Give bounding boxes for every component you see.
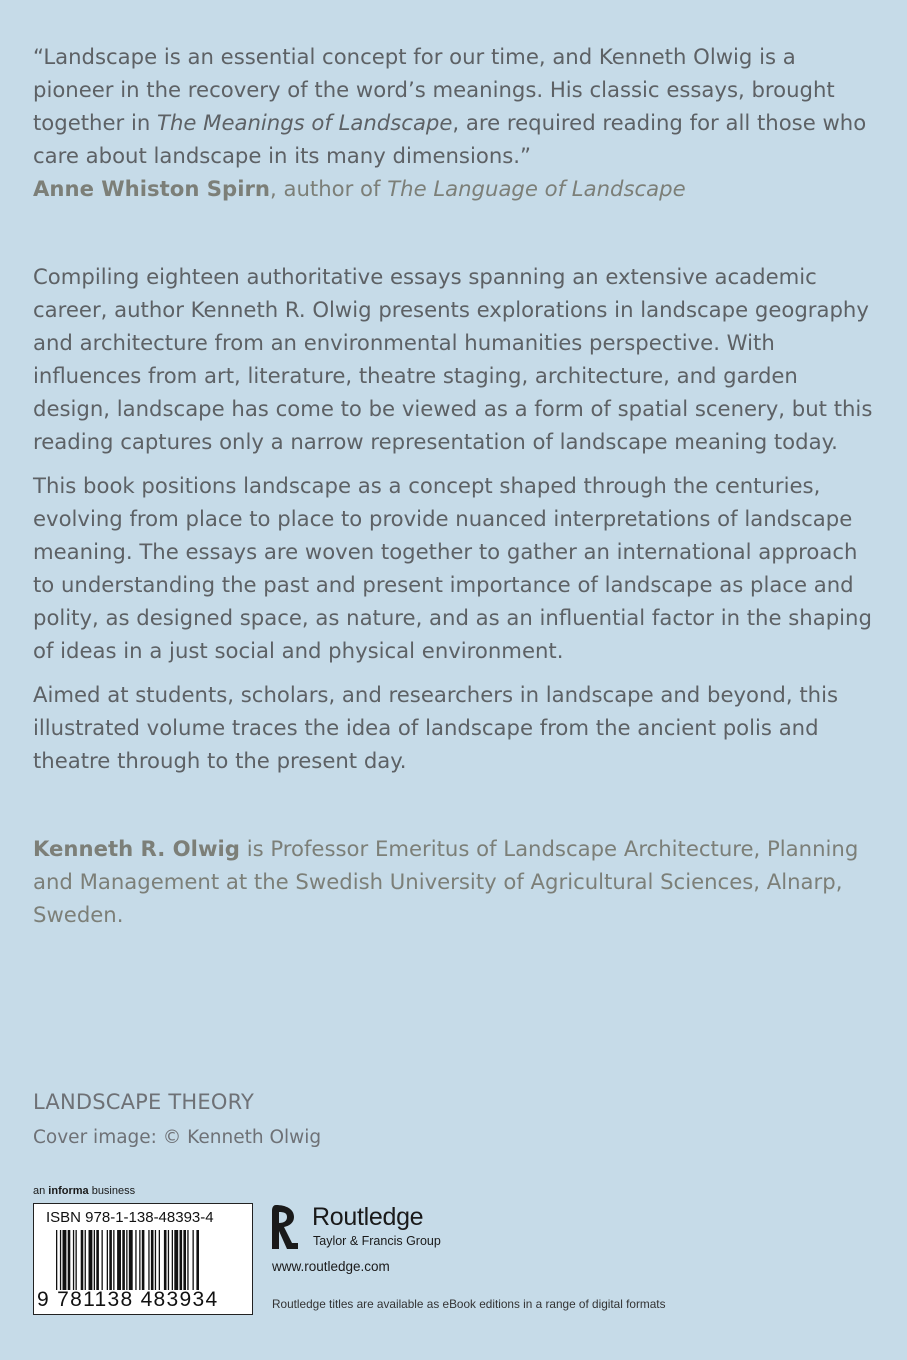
barcode-bar: [113, 1230, 114, 1290]
barcode-bar: [76, 1230, 77, 1290]
series-name: LANDSCAPE THEORY: [33, 1090, 255, 1114]
publisher-group: Taylor & Francis Group: [313, 1234, 441, 1248]
description-paragraph: Aimed at students, scholars, and researchers in landscape and beyond, this illustrated volume traces the idea of landscape from the ancient polis and theatre through to the present day.: [33, 682, 838, 773]
barcode-bar: [109, 1230, 112, 1290]
quote-book-title: The Meanings of Landscape: [157, 110, 453, 135]
barcode-bars: [56, 1230, 246, 1290]
endorser-name: Anne Whiston Spirn: [33, 176, 271, 201]
description-paragraph: This book positions landscape as a concept shaped through the centuries, evolving from place to place to provide nuanced interpretations of landscape meaning. The essays are woven together to gather an international approach to understanding the past and present importance of landscape as place and polity, as designed space, as nature, and as an influential factor in the shaping of ideas in a just social and physical environment.: [33, 473, 872, 663]
publisher-url[interactable]: www.routledge.com: [272, 1259, 390, 1274]
quote-text-start: “Landscape is an essential concept for our time, and Kenneth Olwig is a pioneer in the recovery of the word’s meanings. His classic essays, brought together in: [33, 44, 835, 135]
barcode-bar: [129, 1230, 133, 1290]
author-name: Kenneth R. Olwig: [33, 836, 240, 861]
barcode-bar: [151, 1230, 154, 1290]
barcode-bar: [196, 1230, 199, 1290]
barcode-bar: [102, 1230, 103, 1290]
endorser-line: [33, 172, 873, 205]
quote-text: [33, 40, 873, 172]
book-description: [33, 260, 873, 788]
endorser-book: The Language of Landscape: [387, 176, 686, 201]
barcode-bar: [73, 1230, 74, 1290]
barcode-bar: [135, 1230, 136, 1290]
barcode-bar: [96, 1230, 99, 1290]
barcode-bar: [117, 1230, 121, 1290]
routledge-logo-icon: [270, 1203, 304, 1251]
barcode-bar: [56, 1230, 57, 1290]
barcode-bar: [85, 1230, 86, 1290]
barcode-bar: [187, 1230, 188, 1290]
endorsement-quote: [33, 40, 873, 205]
barcode-digits: 9 781138 483934: [37, 1288, 219, 1311]
author-bio: [33, 832, 873, 931]
barcode-bar: [164, 1230, 167, 1290]
barcode-bar: [174, 1230, 178, 1290]
barcode-bar: [142, 1230, 145, 1290]
barcode-bar: [122, 1230, 125, 1290]
informa-prefix: an: [33, 1185, 49, 1197]
isbn-label: ISBN 978-1-138-48393-4: [46, 1209, 214, 1226]
isbn-barcode: [33, 1203, 253, 1315]
description-paragraph: Compiling eighteen authoritative essays spanning an extensive academic career, author Kenneth R. Olwig presents explorations in landscape geography and architecture from an environmental humanities perspective. With influences from art, literature, theatre staging, architecture, and garden design, landscape has come to be viewed as a form of spatial scenery, but this reading captures only a narrow representation of landscape meaning today.: [33, 264, 873, 454]
informa-business-label: [33, 1185, 135, 1197]
barcode-bar: [183, 1230, 186, 1290]
barcode-bar: [60, 1230, 61, 1290]
publisher-name: Routledge: [312, 1203, 424, 1231]
cover-image-credit: Cover image: © Kenneth Olwig: [33, 1127, 322, 1148]
quote-text-end: , are required reading for all those who care about landscape in its many dimensions.”: [33, 110, 867, 168]
barcode-bar: [155, 1230, 156, 1290]
barcode-bar: [193, 1230, 194, 1290]
barcode-bar: [94, 1230, 95, 1290]
informa-suffix: business: [88, 1185, 136, 1197]
barcode-bar: [159, 1230, 160, 1290]
ebook-note: Routledge titles are available as eBook editions in a range of digital formats: [272, 1297, 666, 1311]
barcode-bar: [148, 1230, 149, 1290]
barcode-bar: [89, 1230, 93, 1290]
author-bio-text: is Professor Emeritus of Landscape Architecture, Planning and Management at the Swedish University of Agricultural Sciences, Alnarp, Sweden.: [33, 836, 859, 927]
barcode-bar: [139, 1230, 140, 1290]
barcode-bar: [63, 1230, 67, 1290]
barcode-bar: [68, 1230, 71, 1290]
barcode-bar: [172, 1230, 173, 1290]
barcode-bar: [168, 1230, 169, 1290]
endorser-role: , author of: [270, 176, 388, 201]
barcode-bar: [81, 1230, 84, 1290]
barcode-bar: [180, 1230, 183, 1290]
barcode-bar: [126, 1230, 127, 1290]
informa-brand: informa: [48, 1185, 89, 1197]
barcode-bar: [107, 1230, 108, 1290]
